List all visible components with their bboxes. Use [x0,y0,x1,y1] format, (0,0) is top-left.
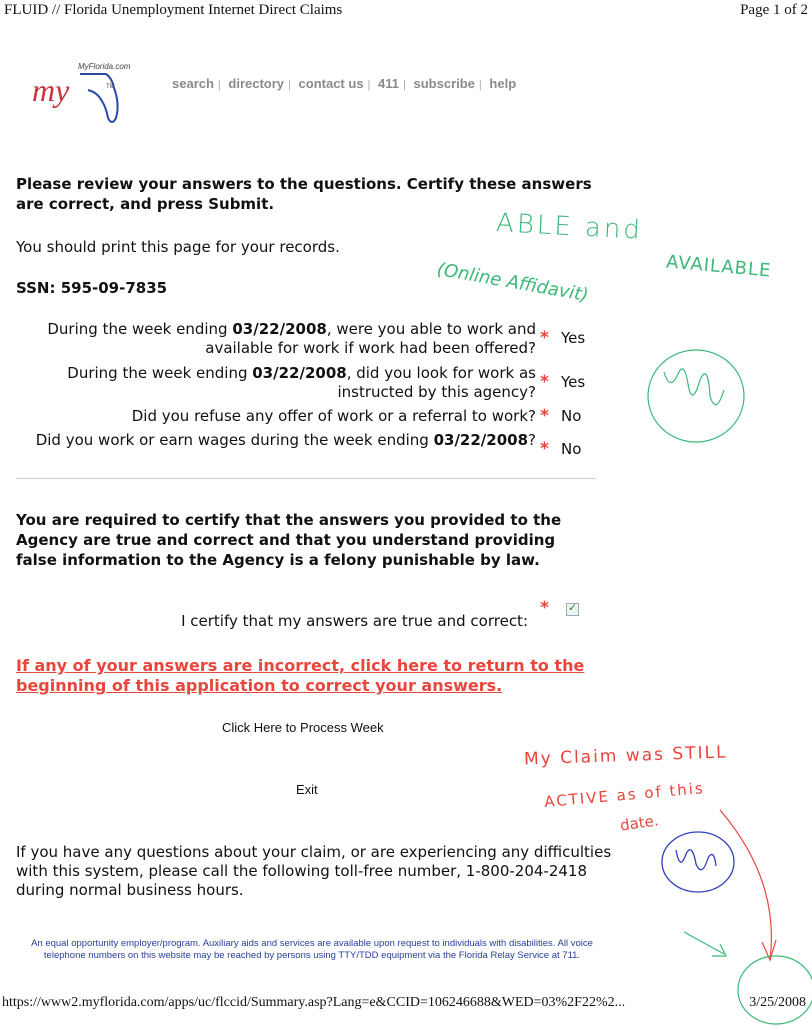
return-to-beginning-link[interactable]: If any of your answers are incorrect, click here to return to the beginning of this application to correct your answers. [16,656,585,695]
print-header-title: FLUID // Florida Unemployment Internet Direct Claims [4,2,343,18]
handwriting-able-and: ABLE and [495,208,644,246]
accessibility-footer: An equal opportunity employer/program. Auxiliary aids and services are available upon request to individuals with disabilities. All voice telephone numbers on this website may be reached by persons using TTY/TDD equipment via the Florida Relay Service at 711. [31,938,593,961]
answer-able-available: Yes [561,329,586,347]
required-asterisk: * [540,372,549,392]
green-initials-circle-icon [648,350,744,442]
required-asterisk: * [540,328,549,348]
svg-text:TM: TM [106,84,115,90]
nav-411[interactable]: 411 [378,76,400,91]
print-footer-url: https://www2.myflorida.com/apps/uc/flccid/Summary.asp?Lang=e&CCID=106246688&WED=03%2F22%2... [2,995,626,1010]
handwriting-claim-still: My Claim was STILL [523,742,728,770]
required-asterisk: * [540,598,549,618]
green-arrow-icon [684,932,812,1024]
logo-my-text: my [32,72,70,108]
review-instructions: Please review your answers to the questions. Certify these answers are correct, and press Submit. [16,175,592,213]
question-earned-wages: Did you work or earn wages during the week ending 03/22/2008? [35,431,536,449]
question-looked-for-work: During the week ending 03/22/2008, did you look for work as instructed by this agency? [67,364,536,401]
red-arrow-icon [720,810,776,960]
nav-help[interactable]: help [489,76,517,91]
nav-search[interactable]: search [172,76,214,91]
question-able-available: During the week ending 03/22/2008, were you able to work and available for work if work had been offered? [47,320,536,357]
exit-link[interactable]: Exit [296,782,318,797]
certify-warning: You are required to certify that the answers you provided to the Agency are true and correct and that you understand providing false information to the Agency is a felony punishable by law. [16,511,562,569]
ssn-value: SSN: 595-09-7835 [16,279,168,297]
blue-initials-circle-icon [662,832,734,892]
handwriting-date: date. [618,811,660,835]
nav-subscribe[interactable]: subscribe [413,76,475,91]
handwriting-active: ACTIVE as of this [543,779,706,811]
process-week-link[interactable]: Click Here to Process Week [222,720,384,735]
question-refused-work: Did you refuse any offer of work or a referral to work? [131,407,536,425]
answer-refused-work: No [561,407,582,425]
print-footer-date: 3/25/2008 [749,995,806,1010]
required-asterisk: * [540,439,549,459]
required-asterisk: * [540,406,549,426]
nav-contact-us[interactable]: contact us [298,76,364,91]
checkmark-icon: ✓ [568,601,578,614]
answer-earned-wages: No [561,440,582,458]
logo-site-text: MyFlorida.com [78,62,131,71]
handwriting-available: AVAILABLE [665,251,773,282]
answer-looked-for-work: Yes [561,373,586,391]
nav-directory[interactable]: directory [228,76,285,91]
top-nav: search | directory | contact us | 411 | subscribe | help [172,76,517,91]
help-contact-text: If you have any questions about your claim, or are experiencing any difficulties with this system, please call the following toll-free number, 1-800-204-2418 during normal business hours. [16,843,612,899]
print-note: You should print this page for your records. [16,238,340,256]
handwriting-online-affidavit: (Online Affidavit) [435,258,590,307]
print-header-page: Page 1 of 2 [740,2,808,18]
certify-label: I certify that my answers are true and correct: [181,612,528,630]
